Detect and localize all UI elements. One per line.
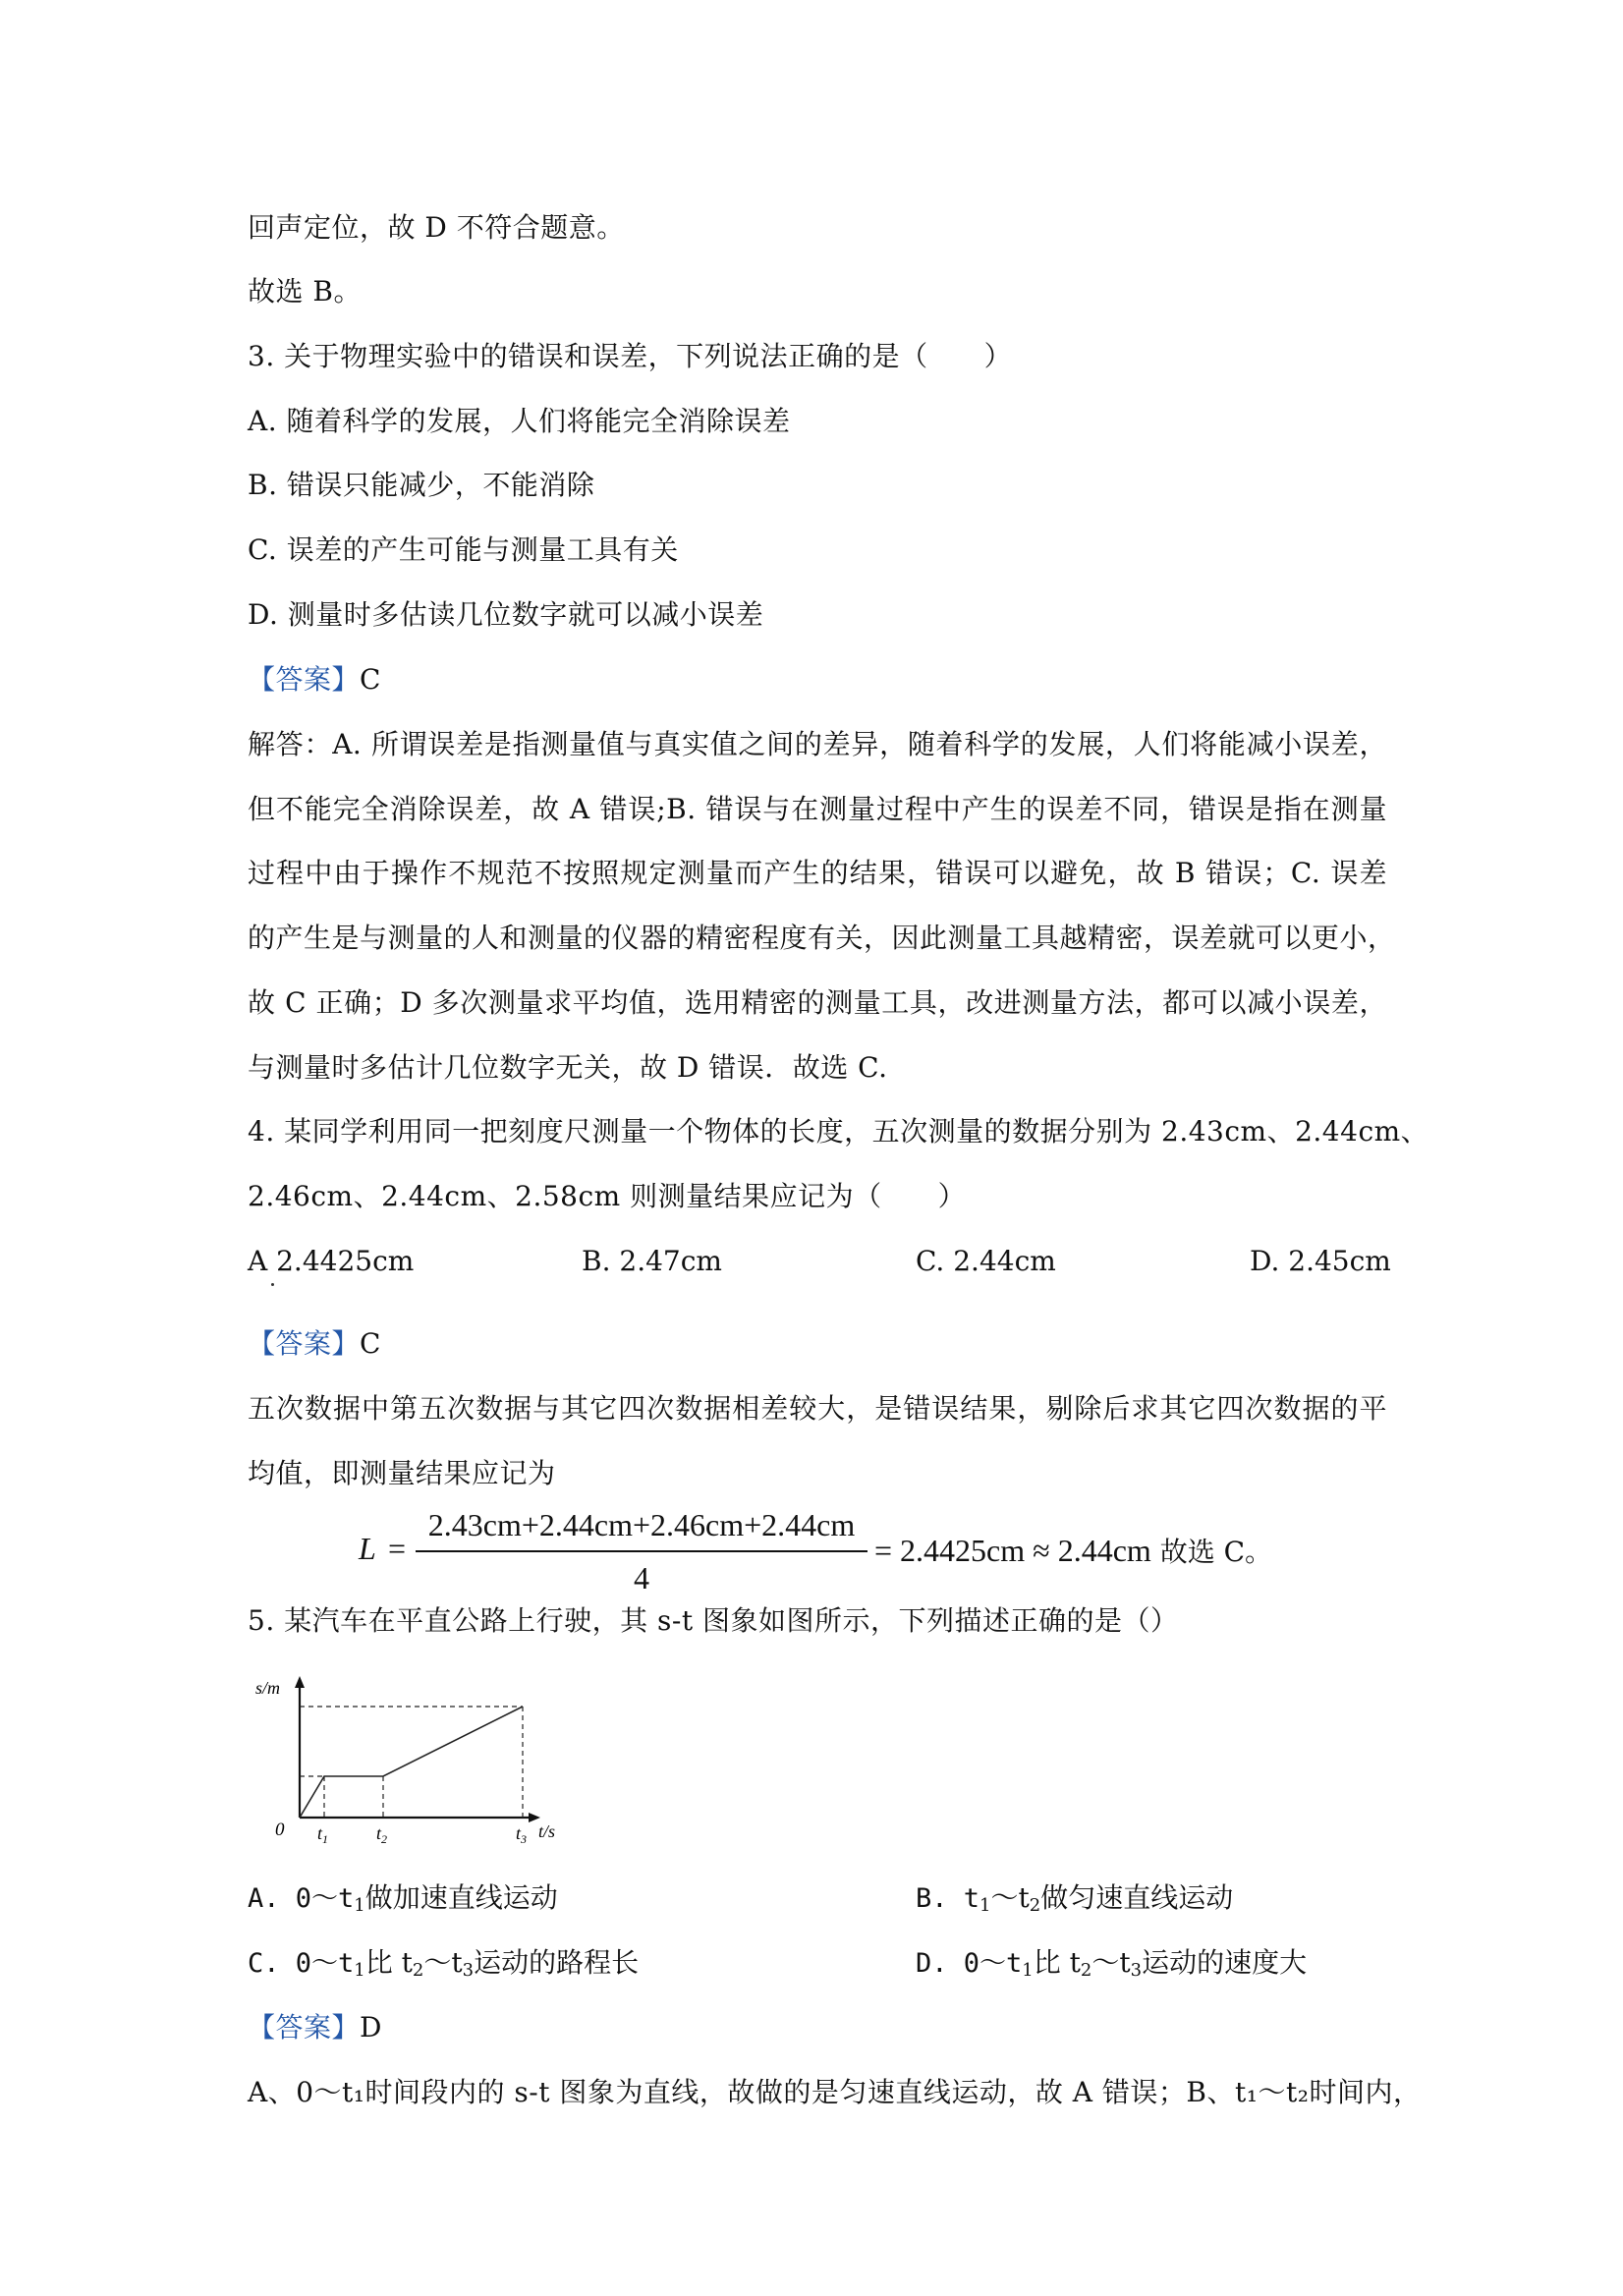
q3-explanation-4: 的产生是与测量的人和测量的仪器的精密程度有关，因此测量工具越精密，误差就可以更小， (248, 922, 1396, 954)
q3-explanation-6: 与测量时多估计几位数字无关，故 D 错误．故选 C. (248, 1051, 888, 1084)
q4-answer (248, 1324, 381, 1364)
answer-value: D (360, 2011, 382, 2044)
stray-dot (271, 1283, 274, 1286)
t2-subscript: 2 (381, 1832, 388, 1846)
q5-option-a (248, 1878, 558, 1919)
q4-explanation-1: 五次数据中第五次数据与其它四次数据相差较大，是错误结果，剔除后求其它四次数据的平 (248, 1392, 1387, 1425)
opt-a-sub: 1 (354, 1895, 365, 1916)
formula-fraction (416, 1503, 867, 1599)
formula-equals: = (388, 1531, 407, 1566)
q3-explanation-2: 但不能完全消除误差，故 A 错误;B. 错误与在测量过程中产生的误差不同，错误是指在测量 (248, 793, 1387, 825)
y-axis-arrow (295, 1676, 305, 1688)
opt-c-tail: 运动的路程长 (474, 1946, 640, 1979)
answer-label: 【答案】 (248, 663, 361, 696)
t2-label (376, 1823, 387, 1846)
s-t-graph (246, 1670, 580, 1847)
t1-label (317, 1823, 328, 1846)
question-5: 5. 某汽车在平直公路上行驶，其 s-t 图象如图所示，下列描述正确的是（） (248, 1604, 1179, 1637)
opt-d-sub2: 2 (1080, 1960, 1092, 1981)
t1-letter: t (317, 1823, 323, 1843)
q3-explanation-5: 故 C 正确；D 多次测量求平均值，选用精密的测量工具，改进测量方法，都可以减小误差， (248, 986, 1387, 1019)
t1-subscript: 1 (322, 1832, 329, 1846)
answer-label: 【答案】 (248, 2011, 361, 2044)
q4-option-a: A 2.4425cm (248, 1245, 415, 1277)
text-line-2: 故选 B。 (248, 275, 362, 308)
answer-value: C (360, 663, 381, 696)
opt-c-text: C. 0～t (248, 1948, 355, 1979)
answer-label: 【答案】 (248, 1327, 361, 1360)
opt-a-tail: 做加速直线运动 (364, 1881, 558, 1914)
q3-option-c: C. 误差的产生可能与测量工具有关 (248, 533, 679, 566)
q4-option-d: D. 2.45cm (1250, 1245, 1391, 1277)
formula-denominator: 4 (634, 1560, 649, 1596)
t3-label (516, 1823, 527, 1846)
formula-result (874, 1531, 1272, 1570)
x-axis-label: t/s (538, 1821, 556, 1841)
q5-option-b (916, 1878, 1233, 1919)
opt-b-tail: 做匀速直线运动 (1040, 1881, 1234, 1914)
q5-answer (248, 2008, 382, 2047)
q3-explanation-1: 解答：A. 所谓误差是指测量值与真实值之间的差异，随着科学的发展，人们将能减小误差， (248, 728, 1387, 760)
q5-explanation-1: A、0～t₁时间段内的 s-t 图象为直线，故做的是匀速直线运动，故 A 错误；B、t₁～t₂时间内， (248, 2076, 1422, 2108)
question-4-line-1: 4. 某同学利用同一把刻度尺测量一个物体的长度，五次测量的数据分别为 2.43cm、2.44cm、 (248, 1115, 1429, 1148)
opt-c-sub3: 3 (462, 1960, 475, 1981)
opt-b-text: B. t (916, 1883, 980, 1914)
opt-c-mid: 比 t (364, 1946, 413, 1979)
q5-option-d (916, 1943, 1307, 1984)
question-4-line-2: 2.46cm、2.44cm、2.58cm 则测量结果应记为（ ） (248, 1180, 967, 1212)
y-axis-label: s/m (255, 1678, 281, 1698)
q4-option-c: C. 2.44cm (916, 1245, 1056, 1277)
opt-c-sub1: 1 (354, 1960, 365, 1981)
opt-b-sub2: 2 (1029, 1895, 1041, 1916)
text-line-1: 回声定位，故 D 不符合题意。 (248, 211, 625, 244)
opt-c-sub2: 2 (412, 1960, 424, 1981)
opt-c-mid2: ～t (423, 1946, 463, 1979)
opt-d-mid: 比 t (1033, 1946, 1081, 1979)
formula-numerator: 2.43cm+2.44cm+2.46cm+2.44cm (427, 1507, 856, 1542)
opt-d-mid2: ～t (1091, 1946, 1131, 1979)
opt-b-sub1: 1 (979, 1895, 991, 1916)
answer-value: C (360, 1327, 381, 1360)
opt-a-text: A. 0～t (248, 1883, 355, 1914)
opt-d-sub3: 3 (1130, 1960, 1143, 1981)
q5-option-c (248, 1943, 639, 1984)
q3-option-a: A. 随着科学的发展，人们将能完全消除误差 (248, 405, 791, 437)
question-3: 3. 关于物理实验中的错误和误差，下列说法正确的是（ ） (248, 340, 1013, 372)
q3-answer (248, 660, 381, 700)
opt-b-mid: ～t (990, 1881, 1030, 1914)
motion-line (300, 1707, 523, 1818)
fraction-bar (416, 1550, 867, 1552)
formula-lhs: L (359, 1531, 376, 1566)
q3-option-d: D. 测量时多估读几位数字就可以减小误差 (248, 598, 764, 631)
q3-explanation-3: 过程中由于操作不规范不按照规定测量而产生的结果，错误可以避免，故 B 错误；C. 误差 (248, 857, 1387, 889)
formula-tail: 故选 C。 (1150, 1536, 1273, 1568)
opt-d-sub1: 1 (1022, 1960, 1034, 1981)
opt-d-tail: 运动的速度大 (1142, 1946, 1308, 1979)
formula-rhs: = 2.4425cm ≈ 2.44cm (874, 1533, 1151, 1568)
opt-d-text: D. 0～t (916, 1948, 1023, 1979)
average-formula (359, 1503, 1341, 1601)
t3-letter: t (516, 1823, 522, 1843)
q4-option-b: B. 2.47cm (582, 1245, 722, 1277)
t3-subscript: 3 (521, 1832, 528, 1846)
q3-option-b: B. 错误只能减少，不能消除 (248, 469, 595, 501)
t2-letter: t (376, 1823, 382, 1843)
q4-explanation-2: 均值，即测量结果应记为 (248, 1457, 556, 1489)
origin-label: 0 (275, 1820, 285, 1840)
